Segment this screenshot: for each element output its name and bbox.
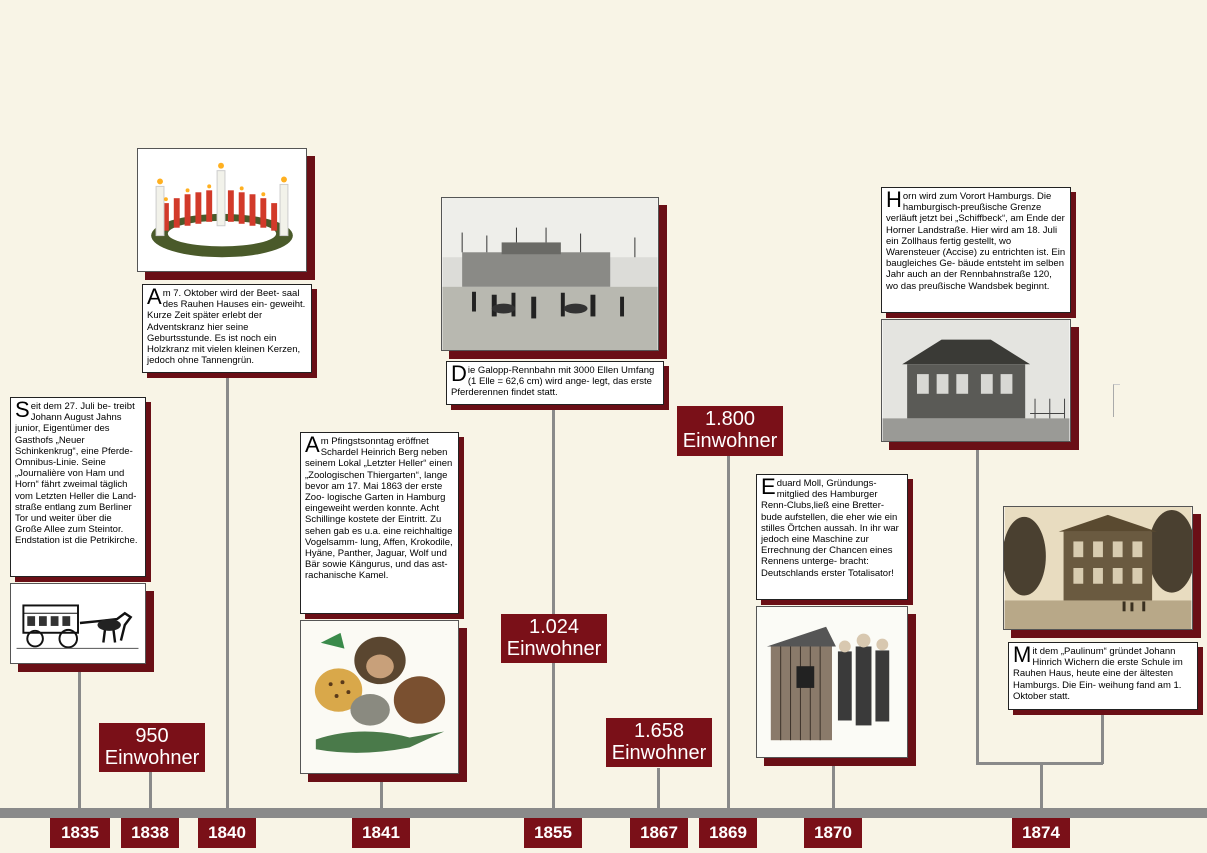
event-text-1874-a xyxy=(881,187,1071,313)
event-body: m Pfingstsonntag eröffnet Schardel Heinrich Berg neben seinem Lokal „Letzter Heller“ einen „Zoologischen Thiergarten“, lange bevor am 17. Mai 1863 der erste Zoo- logische Garten in Hamburg eingeweiht werden konnte. Acht Schillinge kostete der Eintritt. Zu sehen gab es u.a. eine reichhaltige Vogelsamm- lung, Affen, Krokodile, Hyäne, Panther, Jaguar, Wolf und Bär sowie Kängurus, und das ast- rachanische Kamel. xyxy=(305,436,453,582)
year-label-1835: 1835 xyxy=(50,818,110,848)
paulinum-drawing xyxy=(1004,507,1192,629)
connector-1867 xyxy=(657,768,660,808)
timeline-axis xyxy=(0,808,1207,818)
population-badge-1855 xyxy=(501,614,607,663)
zoo-animals-image xyxy=(300,620,459,774)
population-value: 1.024 xyxy=(528,616,580,638)
connector-1869 xyxy=(727,454,730,808)
horse-omnibus-drawing xyxy=(11,584,145,663)
population-unit: Einwohner xyxy=(611,742,707,764)
connector-1841 xyxy=(380,775,383,808)
customs-house-image xyxy=(881,319,1071,442)
population-unit: Einwohner xyxy=(682,430,778,452)
event-text-1855 xyxy=(446,361,664,405)
advent-wreath-image xyxy=(137,148,307,272)
population-value: 950 xyxy=(135,725,169,747)
event-text-1835 xyxy=(10,397,146,577)
event-body: orn wird zum Vorort Hamburgs. Die hamburgisch-preußische Grenze verläuft jetzt bei „Schiffbeck“, am Ende der Horner Landstraße. Hier wird am 18. Juli ein Zollhaus fertig gestellt, wo Warensteuer (Accise) zu entrichten ist. Ein baugleiches Ge- bäude entsteht im selben Jahr auch an der Rennbahnstraße 120, wo das preußische Wandsbek beginnt. xyxy=(886,191,1066,292)
connector-1838 xyxy=(149,770,152,808)
year-label-1855: 1855 xyxy=(524,818,582,848)
population-unit: Einwohner xyxy=(104,747,200,769)
year-label-1867: 1867 xyxy=(630,818,688,848)
population-badge-1869 xyxy=(677,406,783,456)
year-label-1841: 1841 xyxy=(352,818,410,848)
event-text-1841 xyxy=(300,432,459,614)
drop-cap: A xyxy=(305,432,320,457)
connector-1835 xyxy=(78,665,81,808)
connector-1840 xyxy=(226,373,229,808)
year-label-1869: 1869 xyxy=(699,818,757,848)
paulinum-image xyxy=(1003,506,1193,630)
advent-wreath-drawing xyxy=(138,149,306,271)
customs-house-drawing xyxy=(882,320,1070,441)
event-text-1870 xyxy=(756,474,908,600)
connector-1874-right xyxy=(1101,710,1104,764)
population-value: 1.658 xyxy=(633,720,685,742)
event-body: ie Galopp-Rennbahn mit 3000 Ellen Umfang (1 Elle = 62,6 cm) wird ange- legt, das erste Pferderennen findet statt. xyxy=(451,365,655,399)
racecourse-drawing xyxy=(442,198,658,350)
connector-1870 xyxy=(832,762,835,808)
connector-1874 xyxy=(1040,762,1043,808)
event-body: m 7. Oktober wird der Beet- saal des Rauhen Hauses ein- geweiht. Kurze Zeit später erlebt der Adventskranz hier seine Geburtsstunde. Es ist noch ein Holzkranz mit vielen kleinen Kerzen, jedoch ohne Tannengrün. xyxy=(147,288,306,367)
racecourse-image xyxy=(441,197,659,351)
population-value: 1.800 xyxy=(704,408,756,430)
event-text-1874-b xyxy=(1008,642,1198,710)
year-label-1874: 1874 xyxy=(1012,818,1070,848)
drop-cap: H xyxy=(886,187,902,212)
year-label-1870: 1870 xyxy=(804,818,862,848)
drop-cap: E xyxy=(761,474,776,499)
totalisator-image xyxy=(756,606,908,758)
population-unit: Einwohner xyxy=(506,638,602,660)
totalisator-drawing xyxy=(757,607,907,757)
population-badge-1867 xyxy=(606,718,712,767)
drop-cap: A xyxy=(147,284,162,309)
drop-cap: S xyxy=(15,397,30,422)
decorative-mark xyxy=(1113,384,1120,417)
zoo-animals-drawing xyxy=(301,621,458,773)
connector-1874-bar xyxy=(976,762,1103,765)
omnibus-image xyxy=(10,583,146,664)
population-badge-1838 xyxy=(99,723,205,772)
event-body: duard Moll, Gründungs- mitglied des Hamburger Renn-Clubs,ließ eine Bretter- bude aufstellen, die eher wie ein stilles Örtchen aussah. In ihr war jedoch eine Maschine zur Errechnung der Chancen eines Rennens unterge- bracht: Deutschlands erster Totalisator! xyxy=(761,478,899,579)
event-body: eit dem 27. Juli be- treibt Johann August Jahns junior, Eigentümer des Gasthofs „Neuer Schinkenkrug“, eine Pferde-Omnibus-Linie. Seine „Journalière von Ham und Horn“ fährt zweimal täglich vom Letzten Heller die Land- straße entlang zum Berliner Tor und weiter über die Große Allee zum Steintor. Endstation ist die Petrikirche. xyxy=(15,401,138,547)
connector-1855 xyxy=(552,405,555,808)
drop-cap: M xyxy=(1013,642,1032,667)
connector-1874-left xyxy=(976,443,979,763)
year-label-1840: 1840 xyxy=(198,818,256,848)
event-body: it dem „Paulinum“ gründet Johann Hinrich Wichern die erste Schule im Rauhen Haus, heute eine der ältesten Hamburgs. Die Ein- weihung fand am 1. Oktober statt. xyxy=(1013,646,1183,702)
year-label-1838: 1838 xyxy=(121,818,179,848)
drop-cap: D xyxy=(451,361,467,386)
event-text-1840 xyxy=(142,284,312,373)
